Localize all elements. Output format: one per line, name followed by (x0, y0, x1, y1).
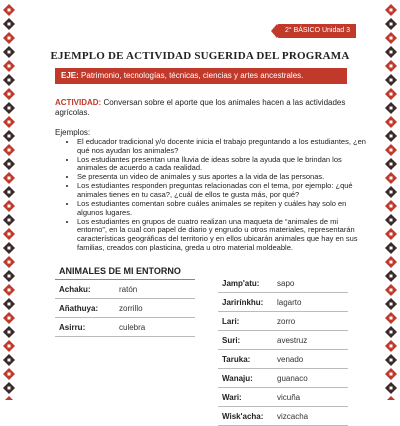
table-title: ANIMALES DE MI ENTORNO (55, 266, 195, 280)
eje-banner (55, 68, 347, 84)
table-row (218, 388, 348, 407)
table-row (55, 299, 195, 318)
table-row (55, 318, 195, 337)
table-row (218, 331, 348, 350)
word: Wanaju: (222, 373, 253, 383)
list-item: • El educador tradicional y/o docente inicia el trabajo preguntando a los estudiantes, ¿en qué nos ayudan los animales? (77, 138, 369, 155)
vocabulary-table-left (55, 266, 195, 337)
eje-text: Patrimonio, tecnologías, técnicas, ciencias y artes ancestrales. (81, 71, 304, 80)
table-row (218, 350, 348, 369)
translation: ratón (119, 284, 138, 294)
word: Lari: (222, 316, 240, 326)
word: Jarirínkhu: (222, 297, 264, 307)
translation: vizcacha (277, 411, 309, 421)
translation: guanaco (277, 373, 308, 383)
list-item: • Se presenta un video de animales y sus aportes a la vida de las personas. (77, 173, 369, 182)
table-row (218, 369, 348, 388)
eje-label: EJE: (61, 71, 79, 80)
word: Asirru: (59, 322, 86, 332)
list-item: • Los estudiantes presentan una lluvia de ideas sobre la ayuda que le brindan los animales de acuerdo a cada realidad. (77, 156, 369, 173)
table-row (55, 280, 195, 299)
table-row (218, 293, 348, 312)
table-row (218, 274, 348, 293)
translation: culebra (119, 322, 146, 332)
word: Jamp'atu: (222, 278, 260, 288)
translation: vicuña (277, 392, 301, 402)
table-row (218, 312, 348, 331)
actividad-label: ACTIVIDAD: (55, 98, 102, 107)
translation: sapo (277, 278, 295, 288)
word: Wari: (222, 392, 242, 402)
translation: zorro (277, 316, 296, 326)
vocabulary-table-right (218, 274, 348, 426)
word: Añathuya: (59, 303, 99, 313)
list-item: • Los estudiantes responden preguntas relacionadas con el tema, por ejemplo: ¿qué animales tienes en tu casa?, ¿cuál de ellos te gusta más, por qué? (77, 182, 369, 199)
translation: zorrillo (119, 303, 143, 313)
actividad-description: Conversan sobre el aporte que los animales hacen a las actividades agrícolas. (55, 98, 346, 117)
ejemplos-label: Ejemplos: (55, 128, 91, 137)
table-row (218, 407, 348, 426)
word: Achaku: (59, 284, 91, 294)
word: Taruka: (222, 354, 251, 364)
list-item: • Los estudiantes en grupos de cuatro realizan una maqueta de “animales de mi entorno”, en la cual con papel de diario y engrudo u otros materiales, representarán características geográficas del territorio y en ellos ubicarán animales que hay en sus familias, creados con plasticina, greda u otro material moldeable. (77, 218, 369, 252)
actividad-text (55, 98, 347, 118)
translation: venado (277, 354, 304, 364)
page-title: EJEMPLO DE ACTIVIDAD SUGERIDA DEL PROGRAMA (50, 50, 350, 62)
word: Suri: (222, 335, 241, 345)
list-item: • Los estudiantes comentan sobre cuáles animales se repiten y cuáles hay solo en algunos lugares. (77, 200, 369, 217)
ejemplos-list (55, 138, 369, 253)
grade-unit-badge: 2° BÁSICO Unidad 3 (277, 24, 356, 38)
translation: lagarto (277, 297, 302, 307)
word: Wisk'acha: (222, 411, 264, 421)
translation: avestruz (277, 335, 308, 345)
